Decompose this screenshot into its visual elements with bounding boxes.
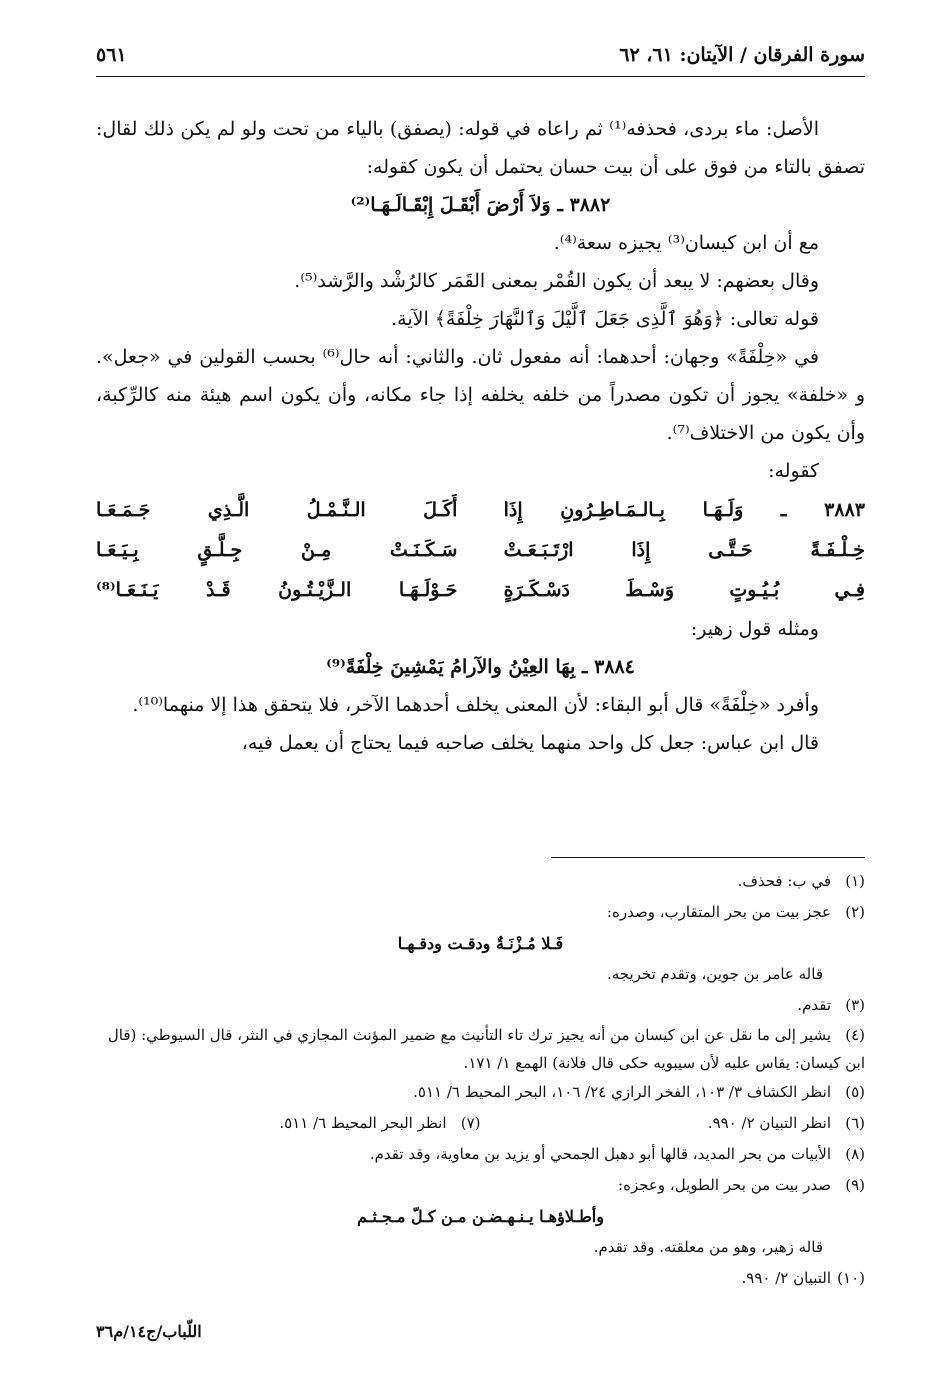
footnote-4 bbox=[96, 1021, 865, 1077]
footnote-text: انظر التبيان ٢/ ٩٩٠. bbox=[707, 1114, 831, 1132]
footnote-text: الأبيات من بحر المديد، قالها أبو دهبل الجمحي أو يزيد بن معاوية، وقد تقدم. bbox=[369, 1145, 831, 1163]
couplet-line bbox=[96, 490, 865, 530]
footnote-number: (٧) bbox=[460, 1114, 481, 1132]
footnote-text: تقدم. bbox=[797, 996, 831, 1014]
footnote-6 bbox=[481, 1108, 866, 1139]
couplet-line bbox=[96, 530, 865, 570]
footnote-10 bbox=[96, 1263, 865, 1294]
footnote-7 bbox=[96, 1108, 481, 1139]
page-number: ٥٦١ bbox=[96, 44, 127, 66]
footnote-number: (٥) bbox=[845, 1083, 865, 1101]
first-hemistich: ٣٨٨٣ ـ وَلَـهَـا بِـالـمَـاطِـرُونِ إِذَا bbox=[503, 499, 865, 521]
footnote-number: (٨) bbox=[845, 1145, 865, 1163]
running-header bbox=[96, 42, 865, 77]
footnote-text: عجز بيت من بحر المتقارب، وصدره: bbox=[606, 903, 831, 921]
first-hemistich: فِـي بُـيُـوتٍ وَسْـطَ دَسْـكَـرَةٍ bbox=[503, 579, 865, 601]
footnote-1 bbox=[96, 866, 865, 897]
footnote-text: التبيان ٢/ ٩٩٠. bbox=[741, 1269, 831, 1287]
chapter-title: سورة الفرقان / الآيتان: ٦١، ٦٢ bbox=[619, 44, 865, 66]
paragraph: ومثله قول زهير: bbox=[690, 618, 819, 640]
main-text bbox=[96, 110, 865, 762]
footnote-divider bbox=[551, 857, 865, 858]
couplet-line bbox=[96, 570, 865, 610]
footnote-number: (٢) bbox=[845, 903, 865, 921]
footnote-note: قاله عامر بن جوين، وتقدم تخريجه. bbox=[606, 965, 823, 983]
printer-signature: اللّباب/ج١٤/م٣٦ bbox=[96, 1322, 202, 1341]
paragraph: كقوله: bbox=[768, 460, 819, 482]
second-hemistich: حَـوْلَـهَـا الـزَّيْـتُـونُ قَـدْ يَـنَـعَـا⁽⁸⁾ bbox=[96, 579, 458, 601]
verse-3882: ٣٨٨٢ ـ وَلاَ أَرْضَ أَبْقَـلَ إِبْقَـالَـهَـا⁽²⁾ bbox=[350, 194, 611, 216]
first-hemistich: خِـلْـفَـةً حَـتَّـى إِذَا ارْتَـبَـعَـتْ bbox=[503, 539, 865, 561]
footnote-text: في ب: فحذف. bbox=[737, 872, 831, 890]
second-hemistich: سَـكَـنَـتْ مِـنْ جِـلَّـقٍ بِـيَـعَـا bbox=[96, 539, 458, 561]
footnote-pair bbox=[96, 1108, 865, 1139]
paragraph: وأفرد «خِلْفَةً» قال أبو البقاء: لأن المعنى يخلف أحدهما الآخر، فلا يتحقق هذا إلا منهما⁽¹⁰⁾. bbox=[132, 694, 819, 716]
quran-verse-paragraph: قوله تعالى: ﴿وَهُوَ ٱلَّذِى جَعَلَ ٱلَّيْلَ وَٱلنَّهَارَ خِلْفَةً﴾ الآية. bbox=[391, 308, 819, 330]
footnote-2 bbox=[96, 897, 865, 928]
footnote-text: انظر الكشاف ٣/ ١٠٣، الفخر الرازي ٢٤/ ١٠٦، البحر المحيط ٦/ ٥١١. bbox=[413, 1083, 831, 1101]
footnote-9 bbox=[96, 1170, 865, 1201]
paragraph: الأصل: ماء بردى، فحذفه⁽¹⁾ ثم راعاه في قوله: (يصفق) بالياء من تحت ولو لم يكن ذلك لقال: تصفق بالتاء من فوق على أن بيت حسان يحتمل أن يكون كقوله: bbox=[96, 118, 865, 178]
footnote-note: قاله زهير، وهو من معلقته. وقد تقدم. bbox=[593, 1238, 823, 1256]
footnote-8 bbox=[96, 1139, 865, 1170]
paragraph: قال ابن عباس: جعل كل واحد منهما يخلف صاحبه فيما يحتاج أن يعمل فيه، bbox=[241, 732, 819, 754]
footnote-number: (٤) bbox=[845, 1026, 865, 1044]
footnotes bbox=[96, 866, 865, 1294]
footnote-number: (٦) bbox=[845, 1114, 865, 1132]
footnote-number: (٩) bbox=[845, 1176, 865, 1194]
verse-3883 bbox=[96, 490, 865, 610]
footnote-number: (٣) bbox=[845, 996, 865, 1014]
footnote-verse: فَـلا مُـزْنَـةٌ ودقـت ودقـهـا bbox=[397, 934, 564, 953]
footnote-5 bbox=[96, 1077, 865, 1108]
footnote-number: (١) bbox=[845, 872, 865, 890]
paragraph: في «خِلْفَةً» وجهان: أحدهما: أنه مفعول ثان. والثاني: أنه حال⁽⁶⁾ بحسب القولين في «جعل». و «خلفة» يجوز أن تكون مصدراً من خلفه يخلفه إذا جاء مكانه، وأن يكون اسم هيئة منه كالرِّكبة، وأن يكون من الاختلاف⁽⁷⁾. bbox=[96, 346, 865, 444]
verse-3884: ٣٨٨٤ ـ بِهَا العِيْنُ والآرامُ يَمْشِينَ خِلْفَةً⁽⁹⁾ bbox=[326, 656, 635, 678]
paragraph: مع أن ابن كيسان⁽³⁾ يجيزه سعة⁽⁴⁾. bbox=[553, 232, 819, 254]
footnote-text: صدر بيت من بحر الطويل، وعجزه: bbox=[618, 1176, 831, 1194]
footnote-text: انظر البحر المحيط ٦/ ٥١١. bbox=[279, 1114, 447, 1132]
footnote-text: يشير إلى ما نقل عن ابن كيسان من أنه يجيز ترك تاء التأنيث مع ضمير المؤنث المجازي في النثر، قال السيوطي: (قال ابن كيسان: يقاس عليه لأن سيبويه حكى قال فلانة) الهمع ١/ ١٧١. bbox=[107, 1026, 865, 1072]
second-hemistich: أَكَـلَ الـنَّـمْـلُ الَّـذِي جَـمَـعَـا bbox=[96, 499, 458, 521]
footnote-verse: وأطـلاؤهـا يـنـهـضـن مـن كـلّ مـجـثـم bbox=[357, 1207, 604, 1226]
paragraph: وقال بعضهم: لا يبعد أن يكون القُمْر بمعنى القَمَر كالرُشْد والرَّشد⁽⁵⁾. bbox=[294, 270, 819, 292]
footnote-number: (١٠) bbox=[837, 1269, 865, 1287]
footnote-3 bbox=[96, 990, 865, 1021]
